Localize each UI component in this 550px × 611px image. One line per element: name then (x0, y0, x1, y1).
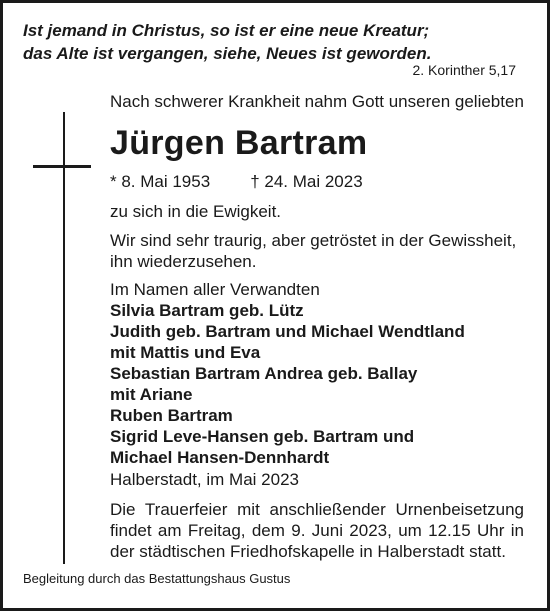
deceased-name: Jürgen Bartram (110, 124, 368, 162)
intro-text: Nach schwerer Krankheit nahm Gott unseren geliebten (110, 92, 524, 111)
family-member: Ruben Bartram (110, 406, 233, 425)
service-line-2: findet am Freitag, dem 9. Juni 2023, um 12.15 Uhr in (110, 521, 524, 540)
cross-icon-vertical (63, 112, 65, 564)
family-member: mit Mattis und Eva (110, 343, 261, 362)
cross-icon-horizontal (33, 165, 91, 168)
family-member: mit Ariane (110, 385, 193, 404)
family-member: Sebastian Bartram Andrea geb. Ballay (110, 364, 418, 383)
family-member: Judith geb. Bartram und Michael Wendtland (110, 322, 465, 341)
family-list (110, 279, 465, 468)
comfort-text (110, 230, 516, 272)
family-intro: Im Namen aller Verwandten (110, 280, 320, 299)
funeral-home-credit: Begleitung durch das Bestattungshaus Gustus (23, 571, 291, 586)
comfort-line-1: Wir sind sehr traurig, aber getröstet in der Gewissheit, (110, 231, 517, 250)
service-line-3: der städtischen Friedhofskapelle in Halberstadt statt. (110, 542, 506, 561)
verse-line-2: das Alte ist vergangen, siehe, Neues ist geworden. (23, 44, 432, 63)
birth-date: * 8. Mai 1953 (110, 172, 211, 191)
eternity-text: zu sich in die Ewigkeit. (110, 202, 282, 221)
place-date: Halberstadt, im Mai 2023 (110, 470, 299, 489)
family-member: Sigrid Leve-Hansen geb. Bartram und (110, 427, 415, 446)
verse-reference: 2. Korinther 5,17 (412, 62, 516, 78)
life-dates (110, 172, 363, 192)
verse-line-1: Ist jemand in Christus, so ist er eine neue Kreatur; (23, 21, 430, 40)
death-date: † 24. Mai 2023 (250, 172, 363, 191)
comfort-line-2: ihn wiederzusehen. (110, 252, 257, 271)
service-line-1: Die Trauerfeier mit anschließender Urnenbeisetzung (110, 500, 524, 519)
bible-verse (23, 19, 431, 65)
family-member: Silvia Bartram geb. Lütz (110, 301, 304, 320)
service-info (110, 499, 524, 562)
family-member: Michael Hansen-Dennhardt (110, 448, 330, 467)
